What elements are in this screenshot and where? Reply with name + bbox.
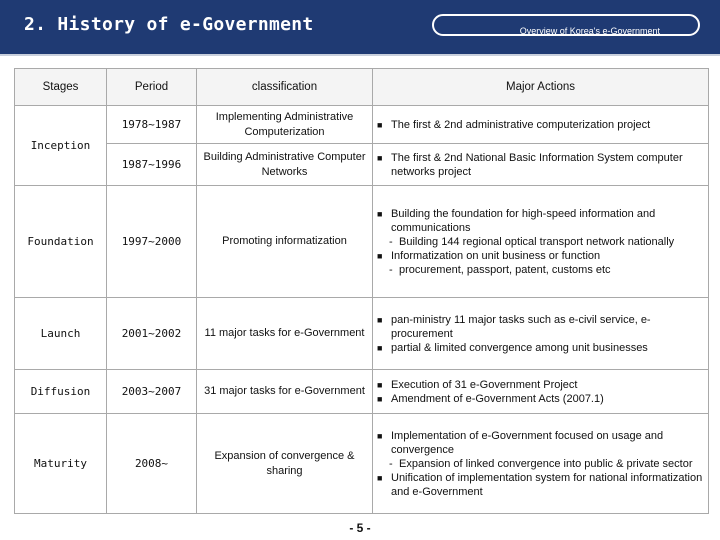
period-cell: 1987~1996 bbox=[107, 144, 197, 186]
header-divider bbox=[0, 54, 720, 56]
period-cell: 2001~2002 bbox=[107, 298, 197, 370]
sub-action-item bbox=[377, 263, 704, 277]
major-actions-cell bbox=[373, 186, 709, 298]
action-item bbox=[377, 207, 704, 235]
period-cell: 2003~2007 bbox=[107, 370, 197, 414]
action-text: Execution of 31 e-Government Project bbox=[391, 378, 578, 391]
bullet-square-icon: ■ bbox=[377, 250, 383, 261]
bullet-square-icon: ■ bbox=[377, 119, 383, 130]
action-item bbox=[377, 249, 704, 263]
major-actions-cell bbox=[373, 370, 709, 414]
action-item bbox=[377, 471, 704, 499]
bullet-square-icon: ■ bbox=[377, 342, 383, 353]
action-text: partial & limited convergence among unit businesses bbox=[391, 341, 648, 354]
classification-cell: Implementing Administrative Computerization bbox=[197, 106, 373, 144]
header-bar bbox=[0, 0, 720, 54]
sub-action-text: procurement, passport, patent, customs etc bbox=[399, 263, 611, 276]
action-text: Amendment of e-Government Acts (2007.1) bbox=[391, 392, 604, 405]
action-item bbox=[377, 341, 704, 355]
table-row bbox=[15, 414, 709, 514]
table-row bbox=[15, 298, 709, 370]
action-item bbox=[377, 429, 704, 457]
table-row bbox=[15, 370, 709, 414]
bullet-square-icon: ■ bbox=[377, 472, 383, 483]
table-row bbox=[15, 144, 709, 186]
column-header-stages: Stages bbox=[15, 69, 107, 106]
table-header-row bbox=[15, 69, 709, 106]
stage-cell: Inception bbox=[15, 106, 107, 186]
bullet-square-icon: ■ bbox=[377, 208, 383, 219]
classification-cell: Promoting informatization bbox=[197, 186, 373, 298]
history-table bbox=[14, 68, 709, 514]
action-text: Unification of implementation system for national informatization and e-Government bbox=[391, 471, 703, 498]
dash-marker: - bbox=[389, 235, 393, 248]
action-item bbox=[377, 118, 704, 132]
bullet-square-icon: ■ bbox=[377, 379, 383, 390]
page-number: - 5 - bbox=[349, 521, 371, 535]
sub-action-text: Expansion of linked convergence into public & private sector bbox=[399, 457, 693, 470]
dash-marker: - bbox=[389, 457, 393, 470]
column-header-classification: classification bbox=[197, 69, 373, 106]
stage-cell: Maturity bbox=[15, 414, 107, 514]
major-actions-cell bbox=[373, 298, 709, 370]
major-actions-cell bbox=[373, 106, 709, 144]
stage-cell: Launch bbox=[15, 298, 107, 370]
action-text: The first & 2nd administrative computerization project bbox=[391, 118, 651, 131]
page-title: 2. History of e-Government bbox=[24, 14, 314, 35]
section-label: Overview of Korea's e-Government bbox=[432, 14, 700, 36]
column-header-major-actions: Major Actions bbox=[373, 69, 709, 106]
stage-cell: Diffusion bbox=[15, 370, 107, 414]
stage-cell: Foundation bbox=[15, 186, 107, 298]
column-header-period: Period bbox=[107, 69, 197, 106]
major-actions-cell bbox=[373, 414, 709, 514]
action-text: pan-ministry 11 major tasks such as e-civil service, e-procurement bbox=[391, 313, 651, 340]
period-cell: 1997~2000 bbox=[107, 186, 197, 298]
bullet-square-icon: ■ bbox=[377, 314, 383, 325]
sub-action-item bbox=[377, 457, 704, 471]
action-text: Building the foundation for high-speed information and communications bbox=[391, 207, 656, 234]
action-item bbox=[377, 313, 704, 341]
sub-action-item bbox=[377, 235, 704, 249]
bullet-square-icon: ■ bbox=[377, 152, 383, 163]
table-row bbox=[15, 186, 709, 298]
action-item bbox=[377, 392, 704, 406]
major-actions-cell bbox=[373, 144, 709, 186]
bullet-square-icon: ■ bbox=[377, 393, 383, 404]
action-item bbox=[377, 151, 704, 179]
classification-cell: Expansion of convergence & sharing bbox=[197, 414, 373, 514]
period-cell: 1978~1987 bbox=[107, 106, 197, 144]
sub-action-text: Building 144 regional optical transport network nationally bbox=[399, 235, 675, 248]
period-cell: 2008~ bbox=[107, 414, 197, 514]
classification-cell: Building Administrative Computer Networks bbox=[197, 144, 373, 186]
classification-cell: 31 major tasks for e-Government bbox=[197, 370, 373, 414]
dash-marker: - bbox=[389, 263, 393, 276]
bullet-square-icon: ■ bbox=[377, 430, 383, 441]
action-text: Implementation of e-Government focused on usage and convergence bbox=[391, 429, 664, 456]
action-text: Informatization on unit business or function bbox=[391, 249, 601, 262]
table-row bbox=[15, 106, 709, 144]
action-text: The first & 2nd National Basic Information System computer networks project bbox=[391, 151, 683, 178]
action-item bbox=[377, 378, 704, 392]
classification-cell: 11 major tasks for e-Government bbox=[197, 298, 373, 370]
